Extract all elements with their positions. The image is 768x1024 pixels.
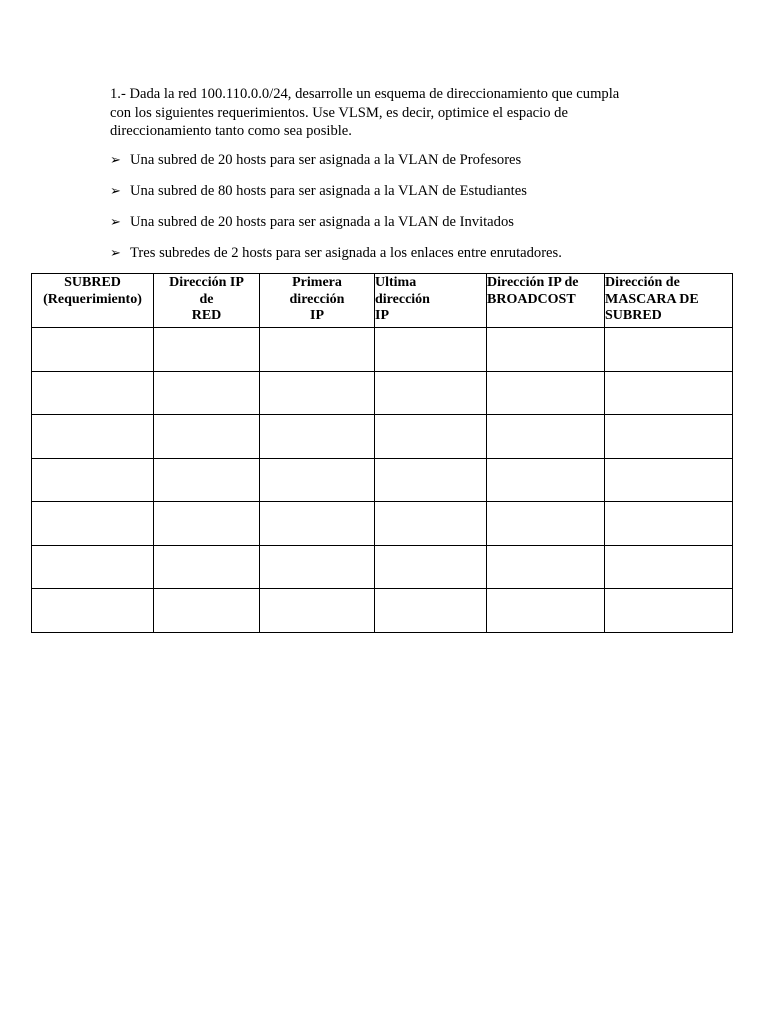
header-network-address: Dirección IP de RED [154,274,260,328]
arrow-bullet-icon: ➢ [110,153,121,168]
table-cell[interactable] [260,502,375,546]
table-cell[interactable] [375,458,487,502]
table-cell[interactable] [260,589,375,633]
header-broadcast: Dirección IP de BROADCOST [487,274,605,328]
table-cell[interactable] [605,589,733,633]
table-cell[interactable] [375,328,487,372]
table-cell[interactable] [375,371,487,415]
table-cell[interactable] [487,328,605,372]
table-cell[interactable] [154,458,260,502]
table-cell[interactable] [605,371,733,415]
table-cell[interactable] [375,589,487,633]
table-cell[interactable] [260,458,375,502]
table-cell[interactable] [487,415,605,459]
table-cell[interactable] [154,371,260,415]
exercise-statement [110,85,670,141]
header-subred: SUBRED (Requerimiento) [32,274,154,328]
table-cell[interactable] [605,502,733,546]
requirement-item [110,213,710,244]
arrow-bullet-icon: ➢ [110,215,121,230]
table-cell[interactable] [260,415,375,459]
requirement-item [110,244,710,275]
requirement-text: Una subred de 80 hosts para ser asignada a la VLAN de Estudiantes [130,183,527,199]
table-cell[interactable] [260,545,375,589]
table-cell[interactable] [32,589,154,633]
arrow-bullet-icon: ➢ [110,246,121,261]
table-cell[interactable] [260,328,375,372]
table-cell[interactable] [487,589,605,633]
table-cell[interactable] [487,545,605,589]
table-cell[interactable] [487,502,605,546]
header-subnet-mask: Dirección de MASCARA DE SUBRED [605,274,733,328]
table-cell[interactable] [605,458,733,502]
table-cell[interactable] [487,371,605,415]
table-row [32,458,733,502]
table-cell[interactable] [32,328,154,372]
requirement-text: Una subred de 20 hosts para ser asignada a la VLAN de Profesores [130,152,522,168]
table-row [32,328,733,372]
table-cell[interactable] [154,328,260,372]
table-row [32,415,733,459]
statement-line-3: direccionamiento tanto como sea posible. [110,123,352,139]
table-cell[interactable] [605,545,733,589]
table-cell[interactable] [605,415,733,459]
table-cell[interactable] [32,415,154,459]
header-first-ip: Primera dirección IP [260,274,375,328]
table-cell[interactable] [154,545,260,589]
table-row [32,502,733,546]
table-cell[interactable] [375,415,487,459]
table-cell[interactable] [375,502,487,546]
statement-line-2: con los siguientes requerimientos. Use VLSM, es decir, optimice el espacio de [110,104,568,121]
subnet-table [31,273,733,633]
table-cell[interactable] [32,371,154,415]
table-row [32,545,733,589]
table-row [32,371,733,415]
requirement-text: Una subred de 20 hosts para ser asignada a la VLAN de Invitados [130,214,514,230]
requirement-text: Tres subredes de 2 hosts para ser asignada a los enlaces entre enrutadores. [130,245,562,261]
header-last-ip: Ultima dirección IP [375,274,487,328]
table-cell[interactable] [32,545,154,589]
arrow-bullet-icon: ➢ [110,184,121,199]
table-cell[interactable] [154,502,260,546]
table-cell[interactable] [487,458,605,502]
requirement-item [110,151,710,182]
table-row [32,589,733,633]
requirements-list [110,151,710,275]
table-cell[interactable] [154,589,260,633]
table-cell[interactable] [260,371,375,415]
table-cell[interactable] [32,502,154,546]
table-cell[interactable] [154,415,260,459]
table-header-row [32,274,733,328]
table-cell[interactable] [32,458,154,502]
statement-line-1: 1.- Dada la red 100.110.0.0/24, desarrolle un esquema de direccionamiento que cumpla [110,86,620,102]
table-cell[interactable] [605,328,733,372]
requirement-item [110,182,710,213]
table-cell[interactable] [375,545,487,589]
